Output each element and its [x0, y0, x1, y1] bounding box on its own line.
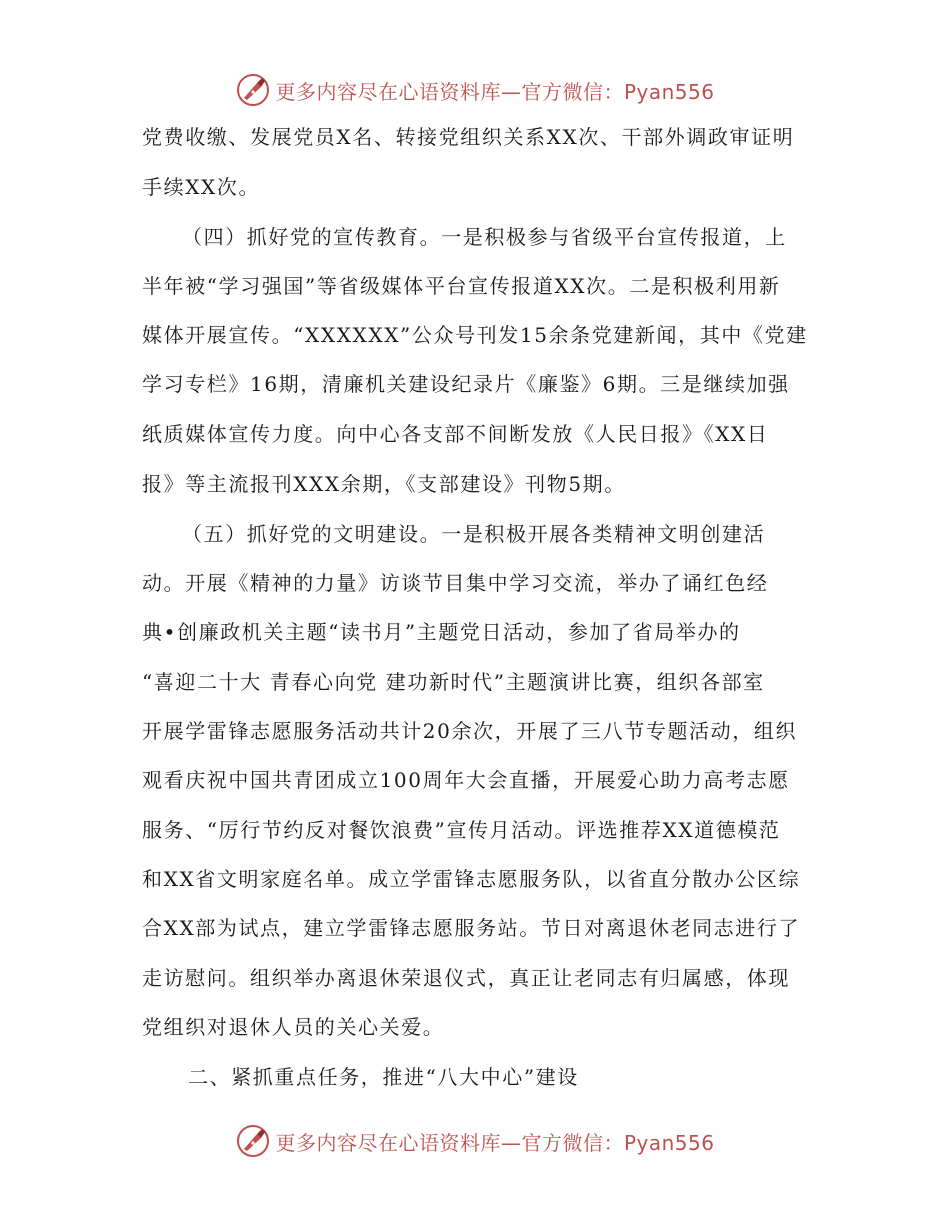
- body-line: 报》等主流报刊XXX余期，《支部建设》刊物5期。: [142, 472, 626, 496]
- body-line: 走访慰问。组织举办离退休荣退仪式，真正让老同志有归属感，体现: [142, 966, 790, 990]
- body-line: 媒体开展宣传。“XXXXXX”公众号刊发15余条党建新闻，其中《党建: [142, 323, 808, 347]
- body-line: 手续XX次。: [142, 175, 261, 199]
- paragraph-heading-4: （四）抓好党的宣传教育。一是积极参与省级平台宣传报道，上: [182, 225, 787, 249]
- footer-watermark-text: 更多内容尽在心语资料库—官方微信：Pyan556: [275, 1130, 715, 1155]
- body-line: 纸质媒体宣传力度。向中心各支部不间断发放《人民日报》《XX日: [142, 422, 769, 446]
- body-line: 半年被“学习强国”等省级媒体平台宣传报道XX次。二是积极利用新: [142, 274, 781, 298]
- body-line: 学习专栏》16期，清廉机关建设纪录片《廉鉴》6期。三是继续加强: [142, 372, 790, 396]
- body-line: 典•创廉政机关主题“读书月”主题党日活动，参加了省局举办的: [142, 620, 741, 644]
- body-line: 观看庆祝中国共青团成立100周年大会直播，开展爱心助力高考志愿: [142, 768, 790, 792]
- pen-nib-logo-icon: [235, 72, 271, 108]
- footer-watermark: [0, 1121, 950, 1161]
- body-line: 服务、“厉行节约反对餐饮浪费”宣传月活动。评选推荐XX道德模范: [142, 818, 781, 842]
- body-line: 合XX部为试点，建立学雷锋志愿服务站。节日对离退休老同志进行了: [142, 916, 801, 940]
- body-line: “喜迎二十大 青春心向党 建功新时代”主题演讲比赛，组织各部室: [142, 670, 765, 694]
- body-line: 和XX省文明家庭名单。成立学雷锋志愿服务队，以省直分散办公区综: [142, 867, 801, 891]
- paragraph-heading-5: （五）抓好党的文明建设。一是积极开展各类精神文明创建活: [182, 522, 766, 546]
- body-line: 党费收缴、发展党员X名、转接党组织关系XX次、干部外调政审证明: [142, 125, 795, 149]
- body-line: 党组织对退休人员的关心关爱。: [142, 1015, 445, 1039]
- header-watermark: [0, 70, 950, 110]
- body-line: 开展学雷锋志愿服务活动共计20余次，开展了三八节专题活动，组织: [142, 719, 798, 743]
- header-watermark-text: 更多内容尽在心语资料库—官方微信：Pyan556: [275, 79, 715, 104]
- section-heading: 二、紧抓重点任务，推进“八大中心”建设: [188, 1065, 579, 1089]
- body-line: 动。开展《精神的力量》访谈节目集中学习交流，举办了诵红色经: [142, 571, 769, 595]
- pen-nib-logo-icon: [235, 1123, 271, 1159]
